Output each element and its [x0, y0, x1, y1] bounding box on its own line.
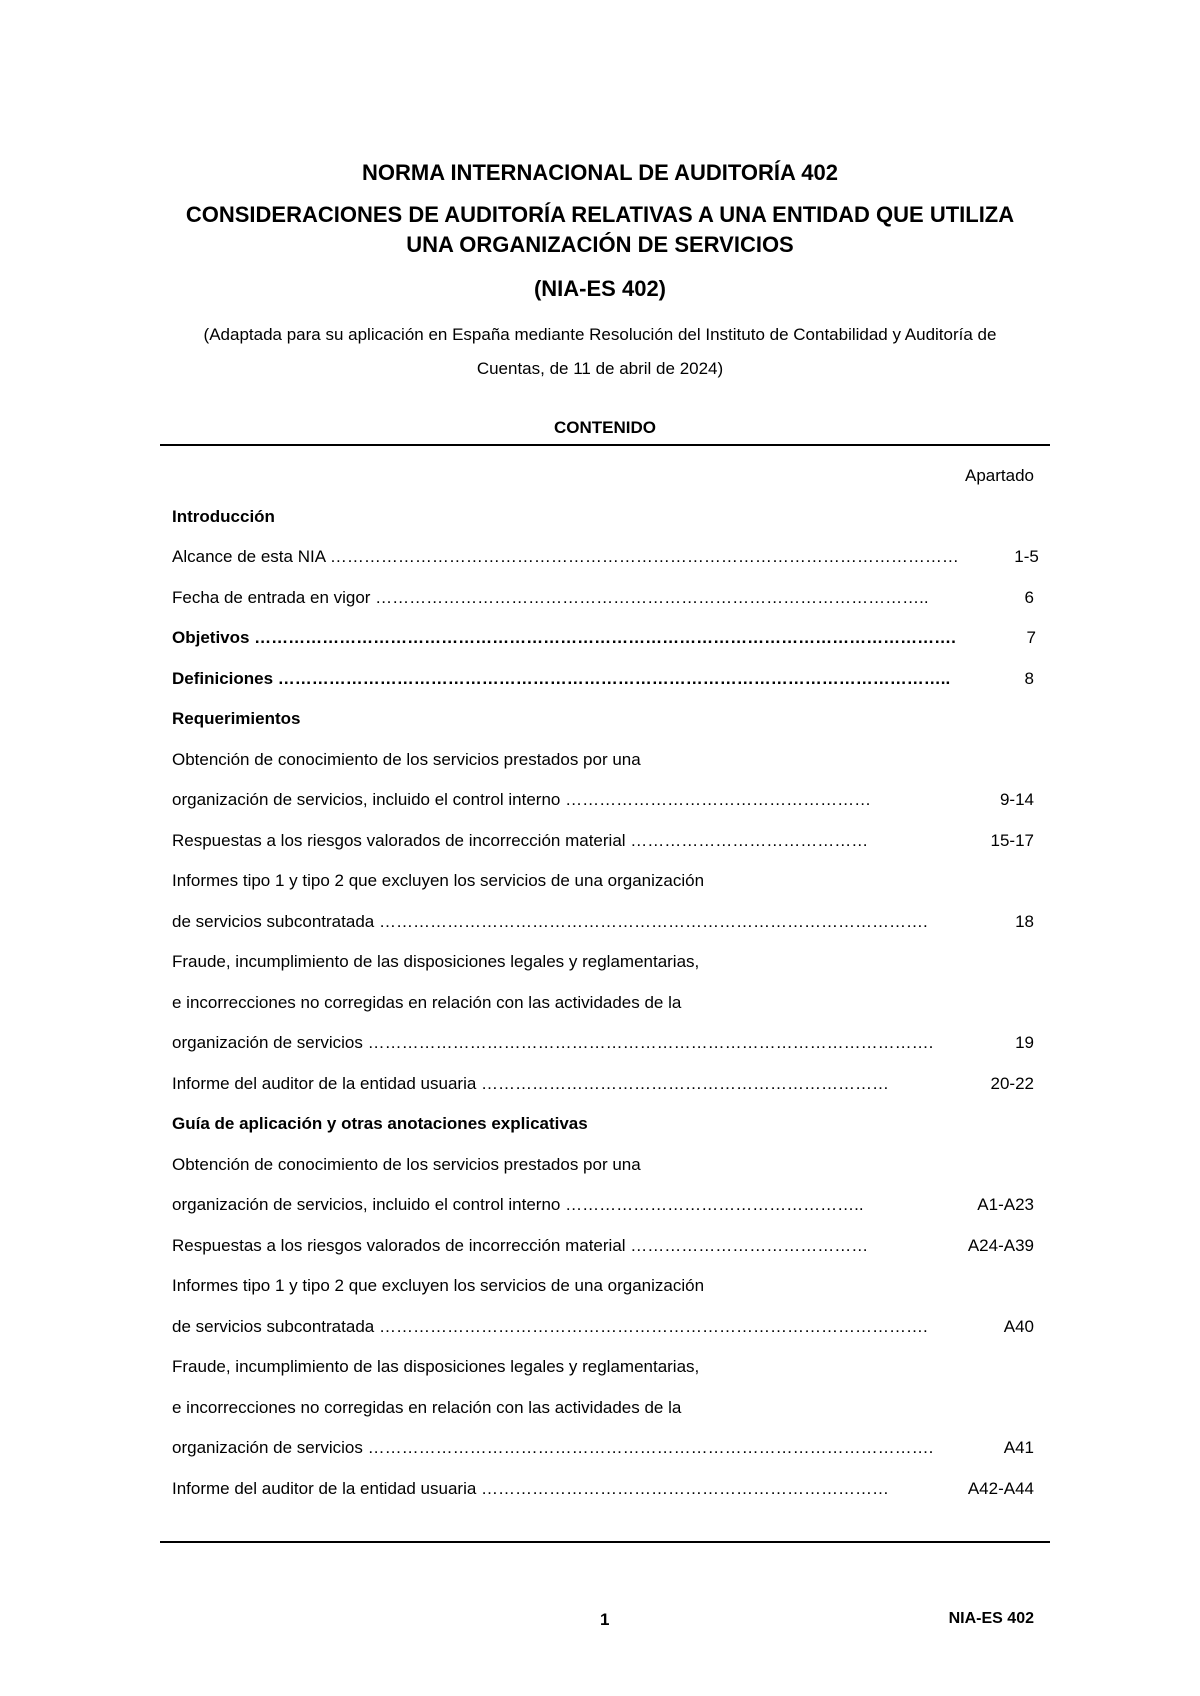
toc-entry-label: Fraude, incumplimiento de las disposiciones legales y reglamentarias, — [172, 1357, 700, 1377]
toc-entry-label: organización de servicios ………………………………………………………………………………………. — [172, 1033, 934, 1053]
apartado-label: Apartado — [965, 466, 1034, 486]
page-number: 1 — [600, 1610, 610, 1629]
toc-row — [172, 1307, 1034, 1348]
toc-row — [172, 902, 1034, 943]
document-title: NORMA INTERNACIONAL DE AUDITORÍA 402 — [362, 160, 838, 185]
toc-entry-label: e incorrecciones no corregidas en relación con las actividades de la — [172, 1397, 682, 1417]
toc-row — [172, 861, 1034, 902]
toc-entry-label: e incorrecciones no corregidas en relación con las actividades de la — [172, 992, 682, 1012]
toc-entry-paragraph: 19 — [1015, 1033, 1034, 1053]
toc-entry-paragraph: 20-22 — [990, 1073, 1034, 1093]
toc-entry-label: Definiciones ……………………………………………………………………………………………………….. — [172, 668, 951, 688]
toc-heading: CONTENIDO — [554, 418, 656, 437]
toc-entry-label: Informes tipo 1 y tipo 2 que excluyen los servicios de una organización — [172, 1276, 705, 1296]
toc-row — [172, 1347, 1034, 1388]
toc-entry-label: Requerimientos — [172, 709, 301, 729]
toc-row — [172, 578, 1034, 619]
toc-row — [172, 497, 1034, 538]
toc-entry-label: de servicios subcontratada ……………………………………………………………………………………. — [172, 1316, 928, 1336]
toc-entry-paragraph: 1-5 — [1014, 547, 1039, 567]
toc-row — [172, 1266, 1034, 1307]
toc-row — [172, 1104, 1034, 1145]
toc-entry-paragraph: A41 — [1003, 1438, 1034, 1458]
toc-entry-label: Respuestas a los riesgos valorados de incorrección material …………………………………… — [172, 1235, 869, 1255]
toc-entry-label: Objetivos ……………………………………………………………………………………………………………. — [172, 628, 956, 648]
toc-entry-paragraph: 6 — [1024, 587, 1034, 607]
toc-row — [172, 740, 1034, 781]
toc-row — [172, 618, 1034, 659]
toc-row — [172, 983, 1034, 1024]
toc-entry-paragraph: A24-A39 — [967, 1235, 1034, 1255]
toc-row — [172, 537, 1039, 578]
toc-row — [172, 1226, 1034, 1267]
toc-row — [172, 1185, 1034, 1226]
toc-row — [172, 780, 1034, 821]
toc-entry-label: Informe del auditor de la entidad usuaria ……………………………………………………………… — [172, 1073, 890, 1093]
toc-entry-label: organización de servicios, incluido el control interno ……………………………………………… — [172, 790, 872, 810]
toc-entry-label: Obtención de conocimiento de los servicios prestados por una — [172, 749, 641, 769]
toc-entry-label: Informes tipo 1 y tipo 2 que excluyen los servicios de una organización — [172, 871, 705, 891]
toc-entry-label: Introducción — [172, 506, 275, 526]
document-subtitle: CONSIDERACIONES DE AUDITORÍA RELATIVAS A UNA ENTIDAD QUE UTILIZA UNA ORGANIZACIÓN DE SERVICIOS — [185, 202, 1015, 257]
toc-entry-paragraph: A1-A23 — [977, 1195, 1034, 1215]
toc-column-header — [172, 456, 1034, 497]
toc-entry-label: Obtención de conocimiento de los servicios prestados por una — [172, 1154, 641, 1174]
toc-row — [172, 1388, 1034, 1429]
toc-entry-label: organización de servicios ………………………………………………………………………………………. — [172, 1438, 934, 1458]
toc-entry-paragraph: 18 — [1015, 911, 1034, 931]
toc-bottom-rule — [160, 1541, 1050, 1543]
toc-row — [172, 1469, 1034, 1510]
toc-row — [172, 1064, 1034, 1105]
toc-row — [172, 1145, 1034, 1186]
toc-entry-label: Respuestas a los riesgos valorados de incorrección material …………………………………… — [172, 830, 869, 850]
toc-entry-paragraph: A42-A44 — [967, 1478, 1034, 1498]
toc-entry-label: Fecha de entrada en vigor …………………………………………………………………………………….. — [172, 587, 929, 607]
toc-row — [172, 659, 1034, 700]
toc-entry-label: Alcance de esta NIA ………………………………………………………………………………………………… — [172, 547, 959, 567]
toc-row — [172, 1428, 1034, 1469]
toc-row — [172, 942, 1034, 983]
toc-row — [172, 699, 1034, 740]
document-code: (NIA-ES 402) — [533, 276, 667, 301]
document-header — [160, 150, 1040, 386]
toc-entry-paragraph: 8 — [1024, 668, 1034, 688]
toc-entry-label: Informe del auditor de la entidad usuaria ……………………………………………………………… — [172, 1478, 890, 1498]
toc-top-rule — [160, 444, 1050, 446]
table-of-contents — [172, 456, 1039, 1509]
toc-entry-paragraph: 15-17 — [990, 830, 1034, 850]
toc-entry-label: Guía de aplicación y otras anotaciones explicativas — [172, 1114, 588, 1134]
footer-doc-id: NIA-ES 402 — [948, 1610, 1034, 1627]
toc-row — [172, 1023, 1034, 1064]
toc-entry-label: de servicios subcontratada ……………………………………………………………………………………. — [172, 911, 928, 931]
toc-entry-label: organización de servicios, incluido el control interno …………………………………………….. — [172, 1195, 864, 1215]
toc-entry-paragraph: A40 — [1003, 1316, 1034, 1336]
adoption-note: (Adaptada para su aplicación en España mediante Resolución del Instituto de Contabilidad y Auditoría de Cuentas, de 11 de abril de 2024) — [203, 325, 997, 378]
toc-entry-label: Fraude, incumplimiento de las disposiciones legales y reglamentarias, — [172, 952, 700, 972]
toc-row — [172, 821, 1034, 862]
toc-entry-paragraph: 7 — [1026, 628, 1036, 648]
toc-entry-paragraph: 9-14 — [999, 790, 1034, 810]
